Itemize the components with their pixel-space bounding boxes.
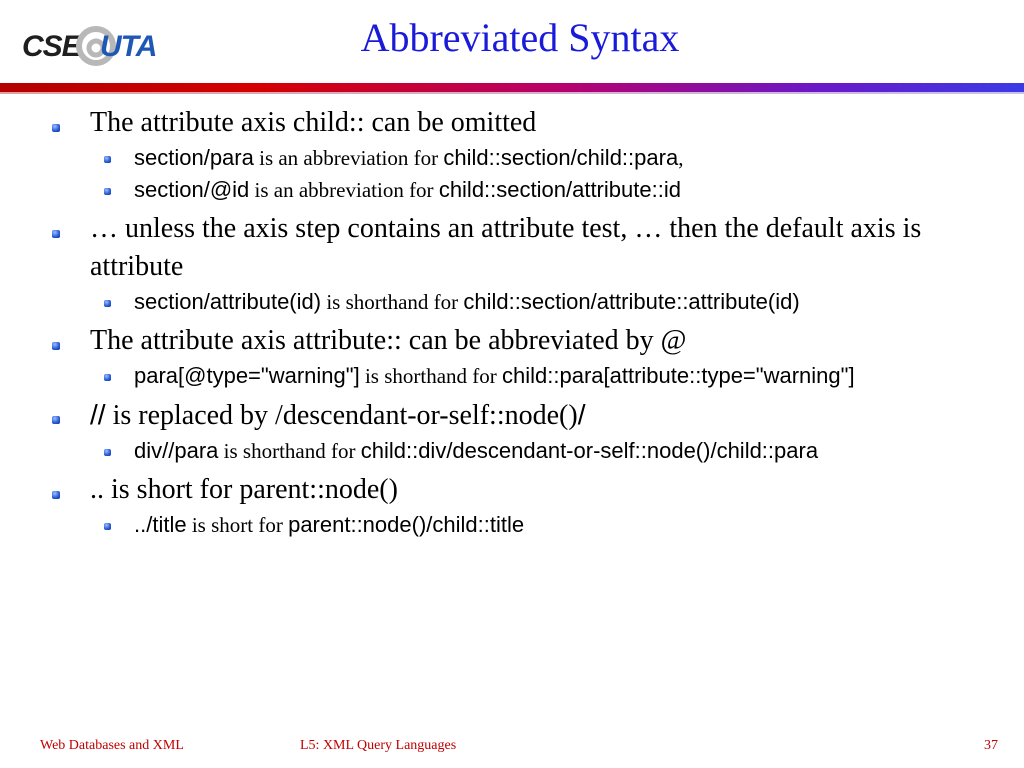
logo-text-uta: UTA	[100, 30, 157, 63]
code-text: ../title	[134, 512, 187, 537]
sub-bullet-item	[0, 286, 1024, 318]
bullet-item	[0, 471, 1024, 509]
bullet-icon	[52, 230, 60, 238]
sub-bullet-item	[0, 509, 1024, 541]
body-text: … unless the axis step contains an attribute test, … then the default axis is attribute	[90, 213, 922, 282]
body-text: ,	[678, 146, 684, 170]
body-text: is short for	[186, 513, 289, 537]
title-divider	[0, 83, 1024, 92]
body-text: is replaced by /descendant-or-self::node()	[105, 400, 578, 431]
bullet-icon	[104, 449, 111, 456]
bullet-icon	[104, 156, 111, 163]
slide-title: Abbreviated Syntax	[360, 15, 680, 60]
bullet-item	[0, 396, 1024, 435]
body-text: .. is short for parent::node()	[90, 474, 398, 505]
code-text: section/para	[134, 145, 254, 170]
code-text: div//para	[134, 438, 219, 463]
page-number: 37	[984, 738, 998, 753]
code-text: child::section/attribute::id	[438, 177, 681, 202]
bullet-icon	[104, 300, 111, 307]
body-text: The attribute axis child:: can be omitted	[90, 107, 537, 138]
bullet-item	[0, 322, 1024, 360]
body-text: is an abbreviation for	[253, 146, 444, 170]
code-text: section/attribute(id)	[134, 289, 322, 314]
body-text: is shorthand for	[321, 290, 464, 314]
bullet-list	[0, 100, 1024, 541]
bullet-icon	[104, 374, 111, 381]
code-text: para[@type="warning"]	[134, 363, 360, 388]
code-text: /	[577, 399, 586, 430]
sub-bullet-item	[0, 360, 1024, 392]
body-text: is shorthand for	[359, 364, 503, 388]
bullet-icon	[104, 523, 111, 530]
footer-lecture: L5: XML Query Languages	[300, 738, 457, 753]
bullet-icon	[52, 124, 60, 132]
body-text: is an abbreviation for	[249, 178, 439, 202]
sub-bullet-item	[0, 174, 1024, 206]
code-text: child::para[attribute::type="warning"]	[502, 363, 855, 388]
code-text: section/@id	[134, 177, 250, 202]
bullet-icon	[52, 342, 60, 350]
code-text: child::section/child::para	[443, 145, 679, 170]
bullet-icon	[52, 491, 60, 499]
code-text: //	[90, 399, 106, 430]
bullet-icon	[104, 188, 111, 195]
sub-bullet-item	[0, 435, 1024, 467]
logo-text-cse: CSE	[22, 30, 81, 63]
slide-footer	[0, 738, 1024, 762]
body-text: is shorthand for	[218, 439, 361, 463]
code-text: child::div/descendant-or-self::node()/child::para	[360, 438, 819, 463]
code-text: parent::node()/child::title	[288, 512, 525, 537]
cse-uta-logo	[22, 22, 167, 70]
sub-bullet-item	[0, 142, 1024, 174]
bullet-item	[0, 104, 1024, 142]
body-text: The attribute axis attribute:: can be abbreviated by @	[90, 325, 687, 356]
bullet-icon	[52, 416, 60, 424]
footer-course: Web Databases and XML	[40, 738, 184, 753]
code-text: child::section/attribute::attribute(id)	[463, 289, 800, 314]
bullet-item	[0, 210, 1024, 286]
